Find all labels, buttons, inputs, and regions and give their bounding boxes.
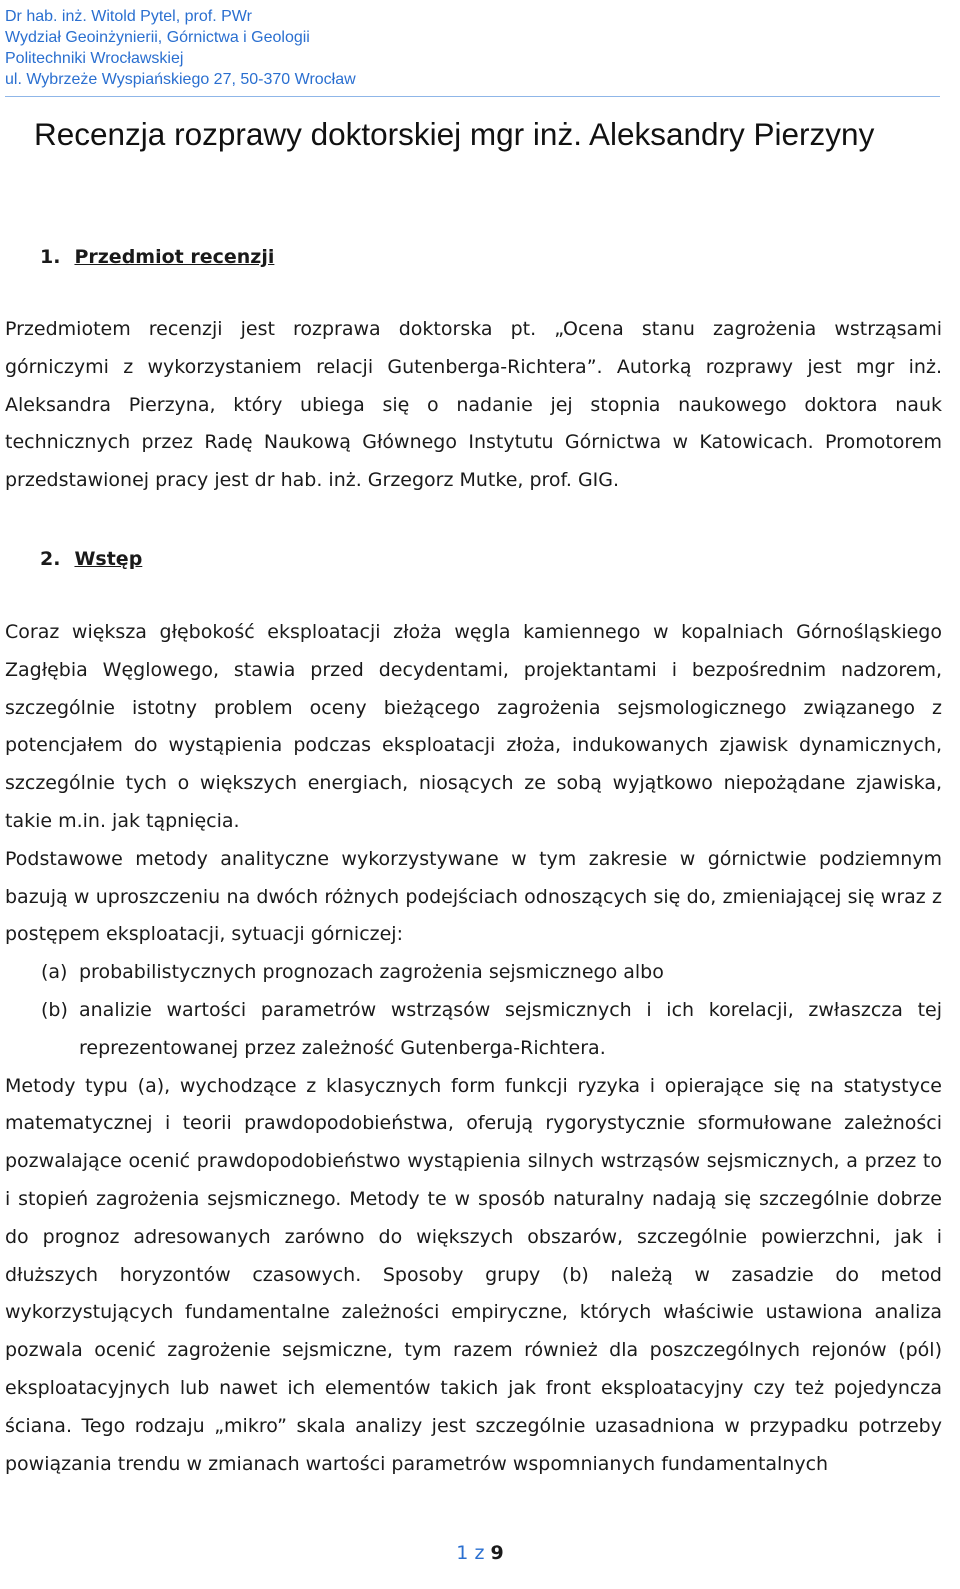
letterhead <box>5 6 356 90</box>
document-title: Recenzja rozprawy doktorskiej mgr inż. Aleksandry Pierzyny <box>34 116 875 152</box>
section-number: 2. <box>40 548 61 570</box>
paragraph: Przedmiotem recenzji jest rozprawa doktorska pt. „Ocena stanu zagrożenia wstrząsami górniczymi z wykorzystaniem relacji Gutenberga-Richtera”. Autorką rozprawy jest mgr inż. Aleksandra Pierzyna, który ubiega się o nadanie jej stopnia naukowego doktora nauk technicznych przez Radę Naukową Głównego Instytutu Górnictwa w Katowicach. Promotorem przedstawionej pracy jest dr hab. inż. Grzegorz Mutke, prof. GIG. <box>5 318 942 492</box>
list-marker: (a) <box>41 961 68 984</box>
letterhead-faculty: Wydział Geoinżynierii, Górnictwa i Geologii <box>5 29 310 46</box>
section-title: Wstęp <box>74 548 143 570</box>
section-heading-2 <box>40 547 142 571</box>
page-separator: z <box>474 1542 485 1564</box>
paragraph: Coraz większa głębokość eksploatacji złoża węgla kamiennego w kopalniach Górnośląskiego Zagłębia Węglowego, stawia przed decydentami, projektantami i bezpośrednim nadzorem, szczególnie istotny problem oceny bieżącego zagrożenia sejsmologicznego związanego z potencjałem do wystąpienia podczas eksploatacji złoża, indukowanych zjawisk dynamicznych, szczególnie tych o większych energiach, niosących ze sobą wyjątkowo niepożądane zjawiska, takie m.in. jak tąpnięcia. <box>5 621 942 832</box>
section-2-body <box>5 614 942 1483</box>
section-number: 1. <box>40 246 61 268</box>
letterhead-university: Politechniki Wrocławskiej <box>5 50 184 67</box>
list-item-text: probabilistycznych prognozach zagrożenia sejsmicznego albo <box>79 961 664 984</box>
section-1-body <box>5 311 942 500</box>
section-heading-1 <box>40 245 274 269</box>
paragraph: Podstawowe metody analityczne wykorzystywane w tym zakresie w górnictwie podziemnym bazują w uproszczeniu na dwóch różnych podejściach odnoszących się do, zmieniającej się wraz z postępem eksploatacji, sytuacji górniczej: <box>5 847 942 946</box>
list-item-a <box>5 954 942 992</box>
list-marker: (b) <box>41 998 68 1021</box>
list-item-b <box>5 992 942 1068</box>
letterhead-address: ul. Wybrzeże Wyspiańskiego 27, 50-370 Wrocław <box>5 71 356 88</box>
header-divider <box>5 96 940 97</box>
current-page: 1 <box>456 1542 469 1564</box>
list-item-text: analizie wartości parametrów wstrząsów sejsmicznych i ich korelacji, zwłaszcza tej reprezentowanej przez zależność Gutenberga-Richtera. <box>79 998 942 1059</box>
paragraph: Metody typu (a), wychodzące z klasycznych form funkcji ryzyka i opierające się na statystyce matematycznej i teorii prawdopodobieństwa, oferują rygorystycznie sformułowane zależności pozwalające ocenić prawdopodobieństwo wystąpienia silnych wstrząsów sejsmicznych, a przez to i stopień zagrożenia sejsmicznego. Metody te w sposób naturalny nadają się szczególnie dobrze do prognoz adresowanych zarówno do większych obszarów, szczególnie powierzchni, jak i dłuższych horyzontów czasowych. Sposoby grupy (b) należą w zasadzie do metod wykorzystujących fundamentalne zależności empiryczne, których właściwie ustawiona analiza pozwala ocenić zagrożenie sejsmiczne, tym razem również dla poszczególnych rejonów (pól) eksploatacyjnych lub nawet ich elementów takich jak front eksploatacyjny czy też pojedyncza ściana. Tego rodzaju „mikro” skala analizy jest szczególnie uzasadniona w przypadku potrzeby powiązania trendu w zmianach wartości parametrów wspomnianych fundamentalnych <box>5 1074 942 1475</box>
section-title: Przedmiot recenzji <box>74 246 275 268</box>
letterhead-author: Dr hab. inż. Witold Pytel, prof. PWr <box>5 8 252 25</box>
total-pages: 9 <box>490 1542 504 1564</box>
page-number <box>0 1542 960 1564</box>
